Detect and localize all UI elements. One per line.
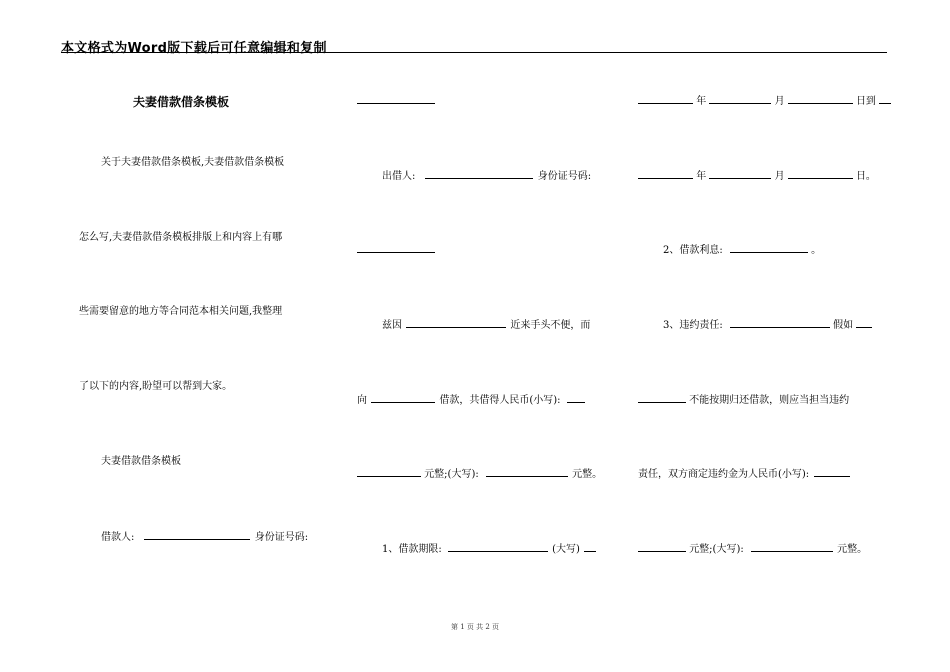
col3-penalty-line — [663, 317, 872, 333]
blank-line — [357, 242, 435, 253]
col2-term-line — [382, 541, 596, 557]
reason-label: 兹因 — [382, 320, 402, 331]
page-footer: 第 1 页 共 2 页 — [450, 623, 500, 631]
to-blank — [371, 392, 435, 403]
term-blank — [448, 541, 548, 552]
month-blank-2 — [709, 168, 771, 179]
borrower-blank — [144, 529, 250, 540]
col3-date-from-line — [638, 93, 891, 109]
penalty-if: 假如 — [833, 320, 854, 331]
reason-blank — [406, 317, 506, 328]
interest-blank — [730, 242, 808, 253]
amount-lower-label: 借款，共借得人民币(小写): — [439, 395, 561, 406]
col1-borrower-line — [101, 529, 308, 545]
col1-line-2: 怎么写,夫妻借款借条模板排版上和内容上有哪 — [79, 232, 283, 243]
col2-lender-line — [382, 168, 591, 184]
col3-penalty-amount-line — [638, 541, 867, 557]
liability-blank — [814, 466, 850, 477]
reason-text: 近来手头不便，而 — [510, 320, 591, 331]
year-label-2: 年 — [696, 171, 707, 182]
col1-line-3: 些需要留意的地方等合同范本相关问题,我整理 — [79, 306, 283, 317]
amount-blank — [357, 466, 421, 477]
month-label-2: 月 — [774, 171, 785, 182]
penalty-label: 3、违约责任: — [663, 320, 723, 331]
interest-label: 2、借款利息: — [663, 245, 723, 256]
col3-liability-line — [638, 466, 850, 482]
day-to-label: 日到 — [855, 96, 876, 107]
day-blank-2 — [788, 168, 853, 179]
col3-date-to-line — [638, 168, 876, 184]
col1-subtitle: 夫妻借款借条模板 — [101, 456, 181, 467]
document-title: 夫妻借款借条模板 — [133, 95, 230, 109]
col2-to-line — [357, 392, 585, 408]
penalty-upper-end: 元整。 — [837, 544, 868, 555]
day-blank — [788, 93, 853, 104]
unable-blank — [638, 392, 686, 403]
blank-line — [357, 93, 435, 104]
col3-interest-line — [663, 242, 821, 258]
col2-amount-line — [357, 466, 602, 482]
month-blank — [709, 93, 771, 104]
amount-upper-blank — [486, 466, 568, 477]
penalty-upper-label: 元整;(大写): — [689, 544, 744, 555]
borrower-label: 借款人: — [101, 532, 135, 543]
amount-lower-blank — [567, 392, 585, 403]
trail-blank — [879, 93, 891, 104]
lender-blank — [425, 168, 533, 179]
amount-upper-end: 元整。 — [572, 469, 603, 480]
day-end-label: 日。 — [855, 171, 876, 182]
year-blank — [638, 93, 693, 104]
penalty-blank — [730, 317, 830, 328]
penalty-upper-blank — [751, 541, 833, 552]
header-rule — [61, 52, 887, 53]
liability-text: 责任，双方商定违约金为人民币(小写): — [638, 469, 810, 480]
col3-unable-line — [638, 392, 849, 408]
col2-blank-1 — [357, 93, 435, 109]
col1-line-1: 关于夫妻借款借条模板,夫妻借款借条模板 — [101, 157, 285, 168]
term-upper-blank — [584, 541, 596, 552]
year-label: 年 — [696, 96, 707, 107]
col2-blank-2 — [357, 242, 435, 258]
term-upper-label: (大写) — [552, 544, 580, 555]
term-label: 1、借款期限: — [382, 544, 442, 555]
col2-reason-line — [382, 317, 590, 333]
lender-id-label: 身份证号码: — [537, 171, 592, 182]
page-header: 本文格式为Word版下载后可任意编辑和复制 — [61, 41, 327, 56]
unable-text: 不能按期归还借款，则应当担当违约 — [689, 395, 850, 406]
amount-upper-label: 元整;(大写): — [424, 469, 479, 480]
col1-line-4: 了以下的内容,盼望可以帮到大家。 — [79, 381, 233, 392]
to-label: 向 — [357, 395, 367, 406]
lender-label: 出借人: — [382, 171, 416, 182]
borrower-id-label: 身份证号码: — [254, 532, 309, 543]
penalty-amount-blank — [638, 541, 686, 552]
penalty-trail-blank — [856, 317, 872, 328]
interest-end: 。 — [811, 245, 822, 256]
year-blank-2 — [638, 168, 693, 179]
month-label: 月 — [774, 96, 785, 107]
